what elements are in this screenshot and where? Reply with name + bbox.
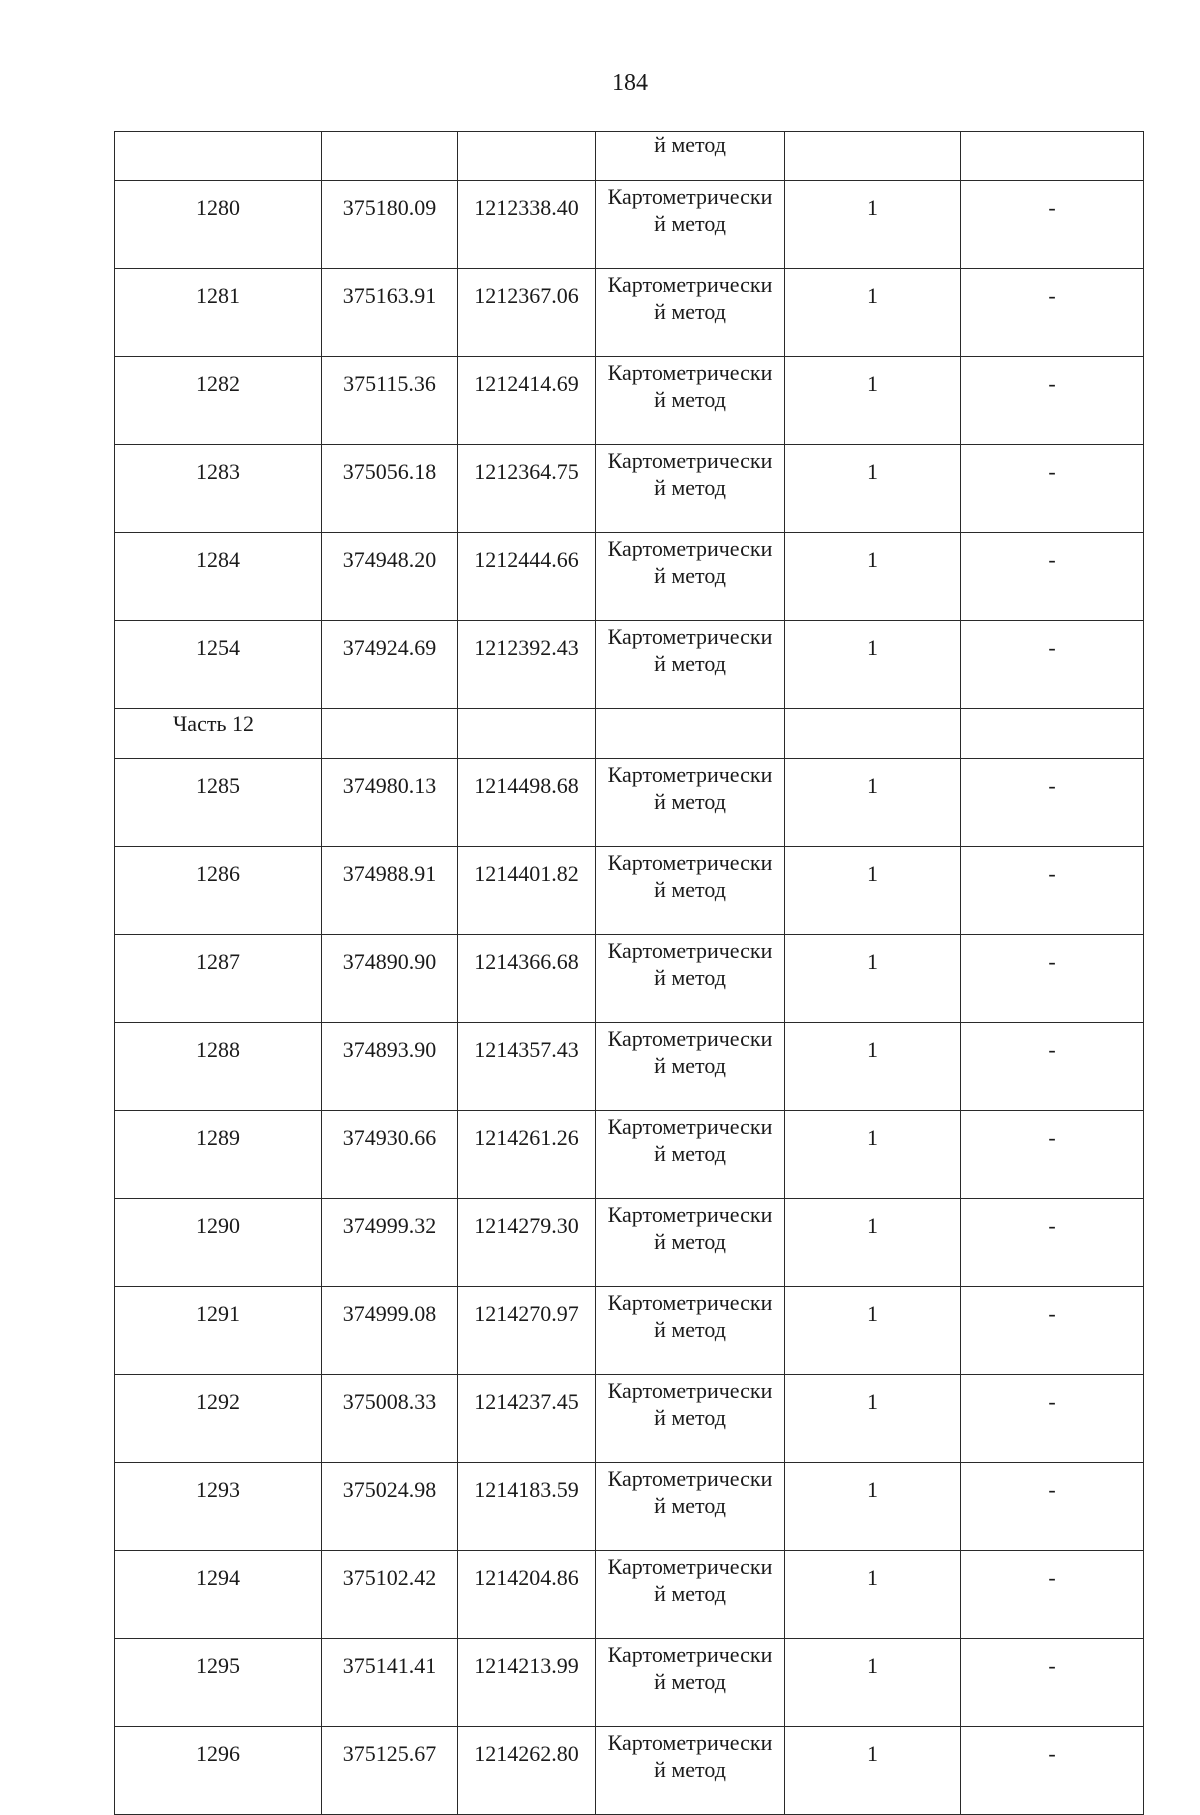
table-cell-y: 1214237.45 (458, 1375, 596, 1463)
method-line-2: й метод (654, 299, 726, 324)
table-cell-x: 375056.18 (322, 445, 458, 533)
table-row (115, 621, 1144, 709)
method-line-2: й метод (654, 1141, 726, 1166)
table-cell-y: 1214279.30 (458, 1199, 596, 1287)
method-line-1: Картометрически (607, 1026, 773, 1051)
table-cell-description: - (961, 1639, 1144, 1727)
table-cell-description: - (961, 759, 1144, 847)
table-cell-point-number: 1293 (115, 1463, 322, 1551)
table-row (115, 533, 1144, 621)
table-cell-y: 1212392.43 (458, 621, 596, 709)
table-cell-description: - (961, 847, 1144, 935)
table-cell-x (322, 709, 458, 759)
table-cell-description: - (961, 1023, 1144, 1111)
method-line-1: Картометрически (607, 360, 773, 385)
table-row (115, 1023, 1144, 1111)
table-cell-method (596, 445, 785, 533)
table-row (115, 1199, 1144, 1287)
table-row (115, 1287, 1144, 1375)
table-cell-point-number: 1296 (115, 1727, 322, 1815)
table-row (115, 935, 1144, 1023)
table-cell-accuracy: 1 (785, 1199, 961, 1287)
method-line-2: й метод (654, 1757, 726, 1782)
table-cell-description: - (961, 1463, 1144, 1551)
method-line-1: Картометрически (607, 624, 773, 649)
table-cell-x: 374988.91 (322, 847, 458, 935)
method-line-1: Картометрически (607, 850, 773, 875)
table-row (115, 1639, 1144, 1727)
table-cell-accuracy (785, 709, 961, 759)
table-cell-accuracy: 1 (785, 1727, 961, 1815)
method-line-2: й метод (654, 475, 726, 500)
method-line-2: й метод (654, 1317, 726, 1342)
table-row (115, 847, 1144, 935)
table-cell-accuracy (785, 132, 961, 181)
table-cell-point-number: 1294 (115, 1551, 322, 1639)
table-cell-description: - (961, 181, 1144, 269)
table-cell-x: 374980.13 (322, 759, 458, 847)
method-line-2: й метод (654, 651, 726, 676)
table-cell-description: - (961, 533, 1144, 621)
table-cell-method (596, 1287, 785, 1375)
method-line-2: й метод (654, 563, 726, 588)
table-cell-description: - (961, 1111, 1144, 1199)
table-cell-accuracy: 1 (785, 269, 961, 357)
table-cell-accuracy: 1 (785, 533, 961, 621)
method-line-2: й метод (654, 789, 726, 814)
table-cell-accuracy: 1 (785, 445, 961, 533)
table-cell-x: 375102.42 (322, 1551, 458, 1639)
table-cell-method (596, 709, 785, 759)
table-cell-point-number: 1295 (115, 1639, 322, 1727)
table-cell-point-number: 1282 (115, 357, 322, 445)
table-cell-accuracy: 1 (785, 1023, 961, 1111)
table-cell-point-number: 1283 (115, 445, 322, 533)
table-cell-point-number: 1284 (115, 533, 322, 621)
table-cell-y: 1214261.26 (458, 1111, 596, 1199)
method-line-2: й метод (654, 1229, 726, 1254)
table-row (115, 269, 1144, 357)
table-cell-y: 1214366.68 (458, 935, 596, 1023)
table-cell-method (596, 1023, 785, 1111)
table-cell-description: - (961, 935, 1144, 1023)
table-cell-method (596, 181, 785, 269)
table-cell-x: 375141.41 (322, 1639, 458, 1727)
table-cell-y (458, 709, 596, 759)
table-cell-y: 1212444.66 (458, 533, 596, 621)
table-cell-x: 375115.36 (322, 357, 458, 445)
table-cell-accuracy: 1 (785, 1639, 961, 1727)
table-cell-description: - (961, 1727, 1144, 1815)
method-line-2: й метод (654, 877, 726, 902)
table-cell-x: 375024.98 (322, 1463, 458, 1551)
table-cell-method (596, 1639, 785, 1727)
table-cell-description: - (961, 1375, 1144, 1463)
table-cell-accuracy: 1 (785, 357, 961, 445)
table-cell-description: - (961, 269, 1144, 357)
table-cell-accuracy: 1 (785, 1551, 961, 1639)
table-cell-point-number: 1289 (115, 1111, 322, 1199)
table-cell-y (458, 132, 596, 181)
table-cell-y: 1214498.68 (458, 759, 596, 847)
table-row (115, 445, 1144, 533)
table-cell-y: 1214204.86 (458, 1551, 596, 1639)
table-row (115, 1111, 1144, 1199)
table-cell-method (596, 847, 785, 935)
method-line-2: й метод (654, 965, 726, 990)
table-cell-accuracy: 1 (785, 847, 961, 935)
table-cell-description (961, 132, 1144, 181)
table-cell-description: - (961, 621, 1144, 709)
table-row (115, 759, 1144, 847)
table-cell-y: 1212364.75 (458, 445, 596, 533)
table-cell-point-number: 1285 (115, 759, 322, 847)
table-cell-y: 1214213.99 (458, 1639, 596, 1727)
table-cell-accuracy: 1 (785, 759, 961, 847)
table-cell-description: - (961, 1551, 1144, 1639)
table-cell-point-number: 1287 (115, 935, 322, 1023)
method-line-2: й метод (654, 387, 726, 412)
section-label: Часть 12 (115, 709, 322, 759)
table-cell-method (596, 269, 785, 357)
table-row (115, 1375, 1144, 1463)
table-cell-point-number: 1281 (115, 269, 322, 357)
table-row (115, 181, 1144, 269)
method-line-1: Картометрически (607, 1466, 773, 1491)
table-cell-method (596, 1727, 785, 1815)
table-cell-description (961, 709, 1144, 759)
table-cell-accuracy: 1 (785, 621, 961, 709)
table-cell-y: 1214270.97 (458, 1287, 596, 1375)
table-cell-point-number: 1290 (115, 1199, 322, 1287)
table-cell-point-number: 1291 (115, 1287, 322, 1375)
table-cell-point-number: 1292 (115, 1375, 322, 1463)
coordinates-table-body (115, 132, 1144, 1815)
table-cell-x: 374999.32 (322, 1199, 458, 1287)
table-cell-point-number: 1288 (115, 1023, 322, 1111)
method-line-2: й метод (654, 211, 726, 236)
table-row (115, 1727, 1144, 1815)
table-cell-method (596, 1111, 785, 1199)
method-line-2: й метод (654, 1405, 726, 1430)
table-cell-accuracy: 1 (785, 1287, 961, 1375)
method-line-1: Картометрически (607, 1114, 773, 1139)
table-cell-x: 374948.20 (322, 533, 458, 621)
table-cell-accuracy: 1 (785, 1463, 961, 1551)
continuation-row (115, 132, 1144, 181)
table-cell-point-number (115, 132, 322, 181)
method-line-2: й метод (654, 1053, 726, 1078)
table-cell-method (596, 1551, 785, 1639)
table-row (115, 1551, 1144, 1639)
method-line-2: й метод (654, 1581, 726, 1606)
table-cell-description: - (961, 357, 1144, 445)
table-cell-method: й метод (596, 132, 785, 181)
table-cell-accuracy: 1 (785, 1111, 961, 1199)
method-line-1: Картометрически (607, 1378, 773, 1403)
method-line-2: й метод (654, 1669, 726, 1694)
table-cell-x: 374999.08 (322, 1287, 458, 1375)
table-cell-method (596, 533, 785, 621)
table-cell-point-number: 1286 (115, 847, 322, 935)
table-cell-x: 375163.91 (322, 269, 458, 357)
table-cell-y: 1214357.43 (458, 1023, 596, 1111)
method-line-1: Картометрически (607, 1642, 773, 1667)
table-cell-y: 1214183.59 (458, 1463, 596, 1551)
table-cell-y: 1212414.69 (458, 357, 596, 445)
table-cell-x: 374890.90 (322, 935, 458, 1023)
table-cell-x: 374893.90 (322, 1023, 458, 1111)
table-cell-method (596, 759, 785, 847)
table-cell-method (596, 935, 785, 1023)
table-cell-point-number: 1254 (115, 621, 322, 709)
table-cell-x: 374930.66 (322, 1111, 458, 1199)
method-line-1: Картометрически (607, 184, 773, 209)
section-row (115, 709, 1144, 759)
table-cell-y: 1214262.80 (458, 1727, 596, 1815)
method-line-1: Картометрически (607, 536, 773, 561)
table-cell-accuracy: 1 (785, 181, 961, 269)
table-cell-method (596, 621, 785, 709)
method-line-1: Картометрически (607, 762, 773, 787)
table-cell-x: 375180.09 (322, 181, 458, 269)
method-line-1: Картометрически (607, 1290, 773, 1315)
table-cell-x: 375125.67 (322, 1727, 458, 1815)
table-cell-x: 374924.69 (322, 621, 458, 709)
method-line-1: Картометрически (607, 448, 773, 473)
table-cell-x (322, 132, 458, 181)
table-cell-y: 1212338.40 (458, 181, 596, 269)
table-cell-accuracy: 1 (785, 1375, 961, 1463)
table-cell-method (596, 1199, 785, 1287)
method-line-1: Картометрически (607, 1554, 773, 1579)
table-cell-method (596, 1463, 785, 1551)
page-number: 184 (612, 70, 648, 96)
method-line-1: Картометрически (607, 938, 773, 963)
table-cell-x: 375008.33 (322, 1375, 458, 1463)
table-cell-description: - (961, 1199, 1144, 1287)
table-cell-accuracy: 1 (785, 935, 961, 1023)
table-cell-description: - (961, 445, 1144, 533)
table-row (115, 1463, 1144, 1551)
table-cell-point-number: 1280 (115, 181, 322, 269)
table-cell-method (596, 1375, 785, 1463)
coordinates-table (114, 131, 1144, 1815)
method-line-1: Картометрически (607, 272, 773, 297)
method-line-1: Картометрически (607, 1730, 773, 1755)
method-line-1: Картометрически (607, 1202, 773, 1227)
table-cell-method (596, 357, 785, 445)
table-cell-description: - (961, 1287, 1144, 1375)
table-row (115, 357, 1144, 445)
table-cell-y: 1212367.06 (458, 269, 596, 357)
method-line-2: й метод (654, 1493, 726, 1518)
table-cell-y: 1214401.82 (458, 847, 596, 935)
